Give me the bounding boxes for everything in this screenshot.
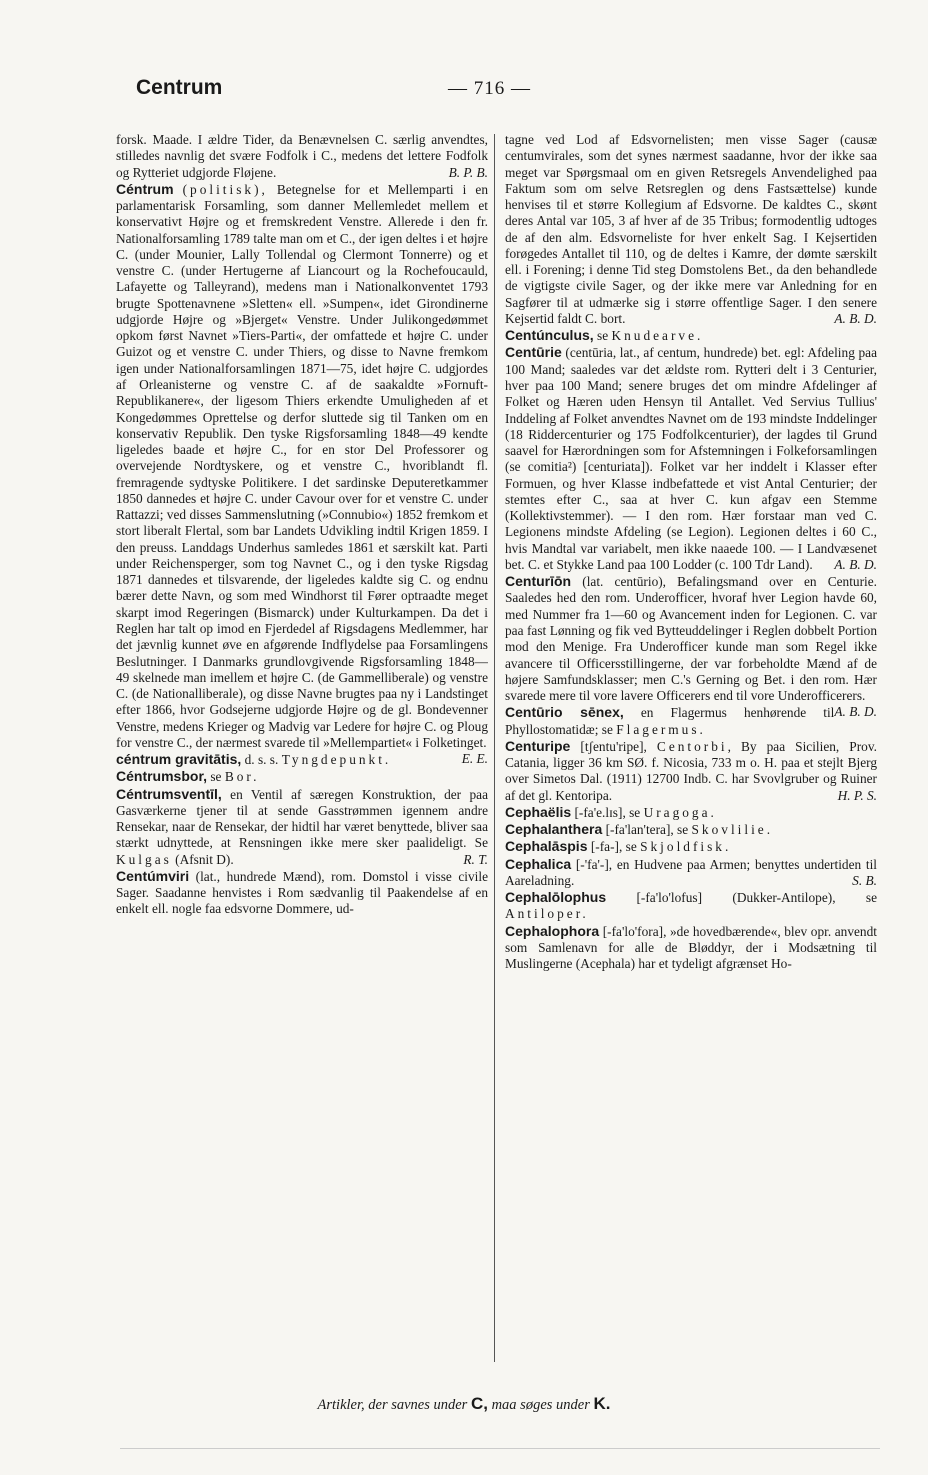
entry [116,132,488,181]
entry [505,838,877,855]
cross-reference: Skovlilie. [691,822,774,838]
signature: B. P. B. [448,164,488,180]
headword: Cephaëlis [505,803,572,820]
cross-reference: Flagermus. [616,721,706,737]
entry-text: [-fa-], se [587,839,641,855]
entry-text: [tʃentu'ripe], [570,738,657,754]
cross-reference: Kulgas [116,851,172,867]
signature: E. E. [461,751,488,767]
entry-text: en Flagermus henhørende til Phyllostomatidæ; se [505,705,835,737]
entry [116,768,488,785]
headword: Centúmviri [116,867,190,884]
column-divider [494,134,495,1362]
entry [116,868,488,918]
entry [505,804,877,821]
entry [505,856,877,890]
cross-reference: Bor. [224,769,260,785]
entry-text: se [593,328,612,344]
page-header [0,76,928,106]
cross-reference: Uragoga. [643,804,717,820]
footer-letter-k: K. [593,1394,611,1413]
headword: Centurīōn [505,573,572,590]
right-column [505,132,877,1362]
entry [505,923,877,973]
spaced-subtitle: (politisk), [182,181,268,197]
signature: R. T. [463,851,488,867]
headword: Centúnculus, [505,327,594,344]
entry [505,132,877,327]
cross-reference: Knudearve. [611,328,704,344]
entry-text: d. s. s. [241,752,282,768]
signature: A. B. D. [834,556,877,572]
entry-text: [-fa'lan'tera], se [602,822,692,838]
signature: S. B. [852,872,877,888]
headword: Céntrumsbor, [116,768,208,785]
cross-reference: Centorbi [656,738,728,754]
headword: céntrum gravitātis, [116,751,242,768]
entry-text-cont: , By paa Sicilien, Prov. Catania, ligger 36 km SØ. f. Nicosia, 733 m o. H. paa et stejlt Bjerg over Simetos Dal. (1911) 12700 Indb. C. har Svovlgruber og Ruiner af det gl. Kentoripa. [505,738,877,803]
entry [505,704,877,738]
entry-text: [-fa'e.lɪs], se [571,804,644,820]
entry [505,889,877,923]
headword: Céntrum [116,180,174,197]
headword: Cephalōlophus [505,889,607,906]
entry-text: tagne ved Lod af Edsvornelisten; men visse Sager (causæ centumvirales, som det synes nærmest saadanne, hvor der ikke saa meget var Spørgsmaal om en given Retsregels Anvendelighed paa Faktum som om selve Retsreglen og dens Fastsættelse) kunde henvises til et større Kollegium af Edsvorne. De kaldtes C., skønt deres Antal var 105, 3 af hver af de 35 Tribus; formodentlig udtoges de af den alm. Edsvorneliste for hver enkelt Sag. I Kejsertiden forøgedes Antallet til 110, og de deltes i Kamre, der dømte særskilt ell. i Forening; i denne Tid steg Domstolens Bet., da den behandlede de vigtigste civile Sager, og der ikke mere var Anledning for en Sagfører til at udmærke sig i større offentlige Sager. I den senere Kejsertid faldt C. bort. [505,132,877,326]
headword: Centuripe [505,737,571,754]
footer-note [0,1394,928,1414]
cross-reference: Skjoldfisk. [640,839,732,855]
signature: A. B. D. [834,704,877,720]
headword: Centūrio sēnex, [505,704,624,721]
entry-text-cont: (Afsnit D). [171,851,234,867]
entry-text: en Ventil af særegen Konstruktion, der paa Gasværkerne tjener til at sende Gasstrømmen igennem andre Rensekar, naar de Rensekar, der hidtil har været benyttede, bliver saa stærkt udnyttede, at Rensningen ikke mere sker paalideligt. Se [116,786,488,851]
entry-text: [-fa'lo'lofus] (Dukker-Antilope), se [606,890,877,906]
entry [116,786,488,868]
bottom-rule [120,1448,880,1449]
footer-text: Artikler, der savnes under [317,1397,471,1413]
headword: Cephalica [505,855,572,872]
headword: Cephalanthera [505,821,603,838]
entry-text: (lat. centūrio), Befalingsmand over en Centurie. Saaledes hed den rom. Underofficer, hvoraf hver Legion havde 60, med Nummer fra 1—60 og Avancement inden for Legionen. C. var paa fast Lønning og fik ved Bytteuddelinger i Reglen dobbelt Portion mod den Menige. Fra Underofficer kunde man som Regel ikke avancere til Officersstillingerne, der var forbeholdte Mænd af de højere Samfundsklasser; men C.'s Gerning og Bet. i den rom. Hær svarede mere til vore lavere Officerers end til vore Underofficerers. [505,574,877,704]
cross-reference: Antiloper. [505,906,589,922]
headword: Cephalāspis [505,838,588,855]
entry [505,738,877,804]
headword: Céntrumsventīl, [116,785,222,802]
entry [505,327,877,344]
headword: Centūrie [505,344,562,361]
entry-text: (lat., hundrede Mænd), rom. Domstol i visse civile Sager. Saadanne henvistes i Rom sædvanlig til Paakendelse af en enkelt ell. nogle faa edsvorne Dommere, ud- [116,868,488,917]
entry [505,821,877,838]
signature: H. P. S. [837,787,877,803]
entry-text: forsk. Maade. I ældre Tider, da Benævnelsen C. særlig anvendtes, stilledes navnlig det svære Fodfolk i C., medens det lettere Fodfolk og Rytteriet udgjorde Fløjene. [116,132,488,180]
page-number: — 716 — [448,78,531,99]
signature: A. B. D. [834,310,877,326]
footer-letter-c: C, [470,1394,488,1413]
entry-text: (centūria, lat., af centum, hundrede) bet. egl: Afdeling paa 100 Mand; saaledes var det ældste rom. Rytteri delt i 3 Centurier, hver paa 100 Mand; senere bruges det om mindre Afdelinger af Folket og Hæren uden Hensyn til Antallet. Ved Servius Tullius' Inddeling af Folket anvendtes Navnet om de 193 mindste Inddelinger (18 Riddercenturier og 175 Fodfolkcenturier), der lagdes til Grund saavel for Hærordningen som for Afstemningen i Folkeforsamlingen (se comitia²) [centuriata]). Folket var her inddelt i Klasser efter Formuen, og hver Klasse indbefattede et vist Antal Centurier; der stemtes efter C., saa at hver C. kun afgav een Stemme (Kollektivstemmer). — I den rom. Hær forstaar man ved C. Legionens mindste Afdeling (se Legion). Legionen deltes i 60 C., hvis Mandtal var variabelt, men ikke naaede 100. — I Landvæsenet bet. C. et Stykke Land paa 100 Lodder (c. 100 Tdr Land). [505,345,877,572]
entry [116,751,488,768]
running-title: Centrum [136,76,223,99]
entry [505,344,877,573]
footer-text-mid: maa søges under [487,1397,594,1413]
headword: Cephalophora [505,922,600,939]
entry-text: [-'fa'-], en Hudvene paa Armen; benyttes undertiden til Aareladning. [505,856,877,888]
entry-text: [-fa'lo'fora], »de hovedbærende«, blev opr. anvendt som Samlenavn for alle de Bløddyr, der i Modsætning til Muslingerne (Acephala) har et tydeligt afgrænset Ho- [505,923,877,972]
entry-text: se [207,769,225,785]
left-column [116,132,488,1362]
cross-reference: Tyngdepunkt. [281,752,392,768]
entry-text: Betegnelse for et Mellemparti i en parlamentarisk Forsamling, som danner Mellemledet mellem et konservativt Højre og et fremskredent Venstre. Allerede i den fr. Nationalforsamling 1789 talte man om et C., der igen deltes i et højre C. (under Mounier, Lally Tollendal og Clermont Tonnerre) og et venstre C. (under Hertugerne af Liancourt og la Rochefoucauld, Lafayette og Talleyrand), medens man i Nationalkonventet 1793 brugte Spottenavnene »Sletten« ell. »Sumpen«, idet Girondinerne udgjorde Højre og »Bjerget« Venstre. Under Julikongedømmet opkom først Navnet »Tiers-Parti«, der omfattede et højre C. under Guizot og et venstre C. under Thiers, og disse to Navne fremkom igen under Nationalforsamlingen 1871—75, idet højre C. udgjordes af Orleanisterne og venstre C. af de saakaldte »Fornuft-Republikanere«, der ligesom Thiers erkendte Umuligheden af et Kongedømmes Oprettelse og derfor sluttede sig til Tanken om en konservativ Republik. Den tyske Rigsforsamling 1848—49 kendte ligeledes baade et højre C., for en stor Del Professorer og overvejende Nordtyskere, og et venstre C., hvoriblandt fl. fremragende sydtyske Politikere. I det sardinske Deputeretkammer 1850 dannedes et højre C. under Cavour over for et venstre C. under Rattazzi; ved disses Sammenslutning (»Connubio«) 1852 fremkom et stort liberalt Flertal, som bar Landets Udvikling indtil Krigen 1859. I den preuss. Landdags Underhus samledes 1861 et særskilt kat. Parti under Reichensperger, som tog Navnet C., og i den tyske Rigsdag 1871 dannedes et tilsvarende, der ligeledes kaldte sig C. og endnu bærer dette Navn, og som med Windhorst til Fører optraadte meget skarpt imod Regeringen (Bismarck) under Kulturkampen. Da det i Reglen har talt op imod en Fjerdedel af Rigsdagens Medlemmer, har det jævnlig kunnet øve en afgørende Indflydelse paa Forsamlingens Beslutninger. I Danmarks grundlovgivende Rigsforsamling 1848—49 skelnede man imellem et højre C. (de Gammelliberale) og venstre C. (de Nationalliberale), og disse Navne brugtes paa ny i Landstinget efter 1866, hvor Godsejerne udgjorde Højre og de gl. Bondevenner Venstre, medens Krieger og Madvig var Ledere for højre C. og Ploug for venstre C., der nærmest svarede til »Mellempartiet« i Folketinget. [116,181,488,750]
